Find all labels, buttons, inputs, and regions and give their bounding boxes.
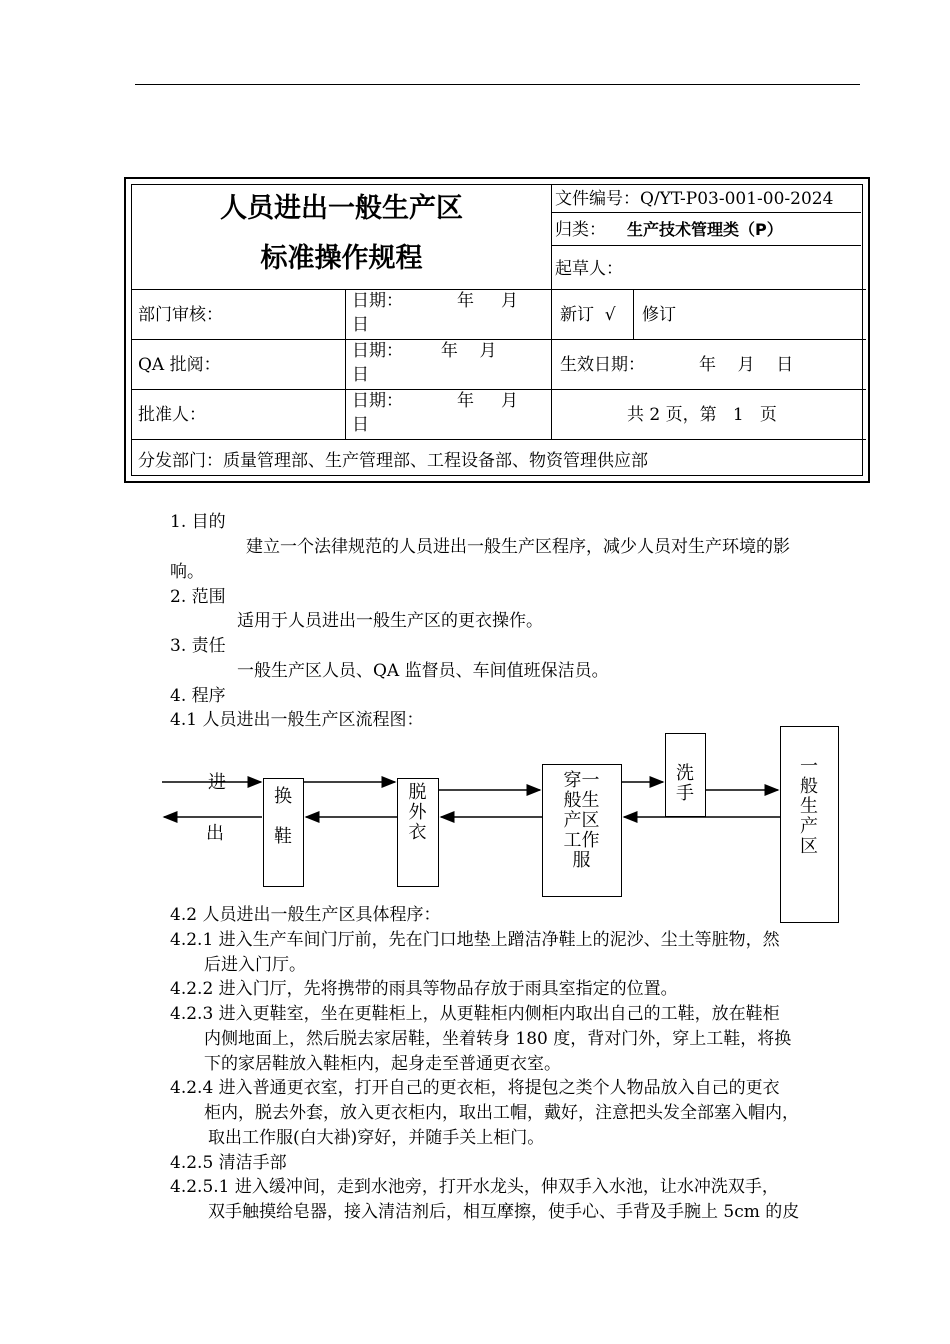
flow-out-label: 出 (206, 823, 224, 844)
section-4-title: 4. 程序 (170, 686, 226, 706)
flow-box-change-shoes: 换 鞋 (263, 778, 304, 887)
doc-title-line2: 标准操作规程 (260, 243, 423, 274)
step-4-2-5: 4.2.5 清洁手部 (170, 1153, 287, 1173)
section-1-text-cont: 响。 (170, 562, 204, 582)
section-3-text: 一般生产区人员、QA 监督员、车间值班保洁员。 (237, 661, 609, 681)
date-row2: 日期： 年 月 (352, 341, 497, 361)
step-4-2-3-cont1: 内侧地面上，然后脱去家居鞋，坐着转身 180 度，背对门外，穿上工鞋，将换 (204, 1029, 792, 1049)
flow-box-remove-coat: 脱 外 衣 (397, 778, 439, 887)
flow-box-wear-uniform: 穿一 般生 产区 工作 服 (542, 764, 622, 897)
distribution: 分发部门：质量管理部、生产管理部、工程设备部、物资管理供应部 (138, 451, 648, 471)
effective-date: 生效日期： 年 月 日 (560, 355, 794, 375)
qa-review-label: QA 批阅： (138, 355, 221, 375)
step-4-2-2: 4.2.2 进入门厅，先将携带的雨具等物品存放于雨具室指定的位置。 (170, 979, 678, 999)
approver-label: 批准人： (138, 405, 206, 425)
doc-title-line1: 人员进出一般生产区 (220, 193, 463, 224)
section-2-title: 2. 范围 (170, 587, 226, 607)
section-4-2: 4.2 人员进出一般生产区具体程序： (170, 905, 441, 925)
section-1-title: 1. 目的 (170, 512, 226, 532)
step-4-2-1-cont: 后进入门厅。 (204, 955, 306, 975)
doc-number: 文件编号：Q/YT-P03-001-00-2024 (555, 189, 834, 209)
section-4-1: 4.1 人员进出一般生产区流程图： (170, 710, 424, 730)
date-row1-day: 日 (352, 315, 369, 335)
revise-label: 修订 (642, 305, 676, 325)
step-4-2-5-1: 4.2.5.1 进入缓冲间，走到水池旁，打开水龙头，伸双手入水池，让水冲洗双手， (170, 1177, 779, 1197)
flow-in-label: 进 (208, 772, 226, 793)
dept-review-label: 部门审核： (138, 305, 223, 325)
date-row3-day: 日 (352, 415, 369, 435)
page-count: 共 2 页，第 1 页 (627, 405, 777, 425)
flow-box-wash-hands: 洗 手 (665, 733, 706, 817)
date-row1: 日期： 年 月 (352, 291, 519, 311)
date-row2-day: 日 (352, 365, 369, 385)
flow-box-production-area: 一 般 生 产 区 (780, 726, 839, 923)
section-1-text: 建立一个法律规范的人员进出一般生产区程序，减少人员对生产环境的影 (246, 537, 790, 557)
section-2-text: 适用于人员进出一般生产区的更衣操作。 (237, 611, 543, 631)
section-3-title: 3. 责任 (170, 636, 226, 656)
date-row3: 日期： 年 月 (352, 391, 519, 411)
category-label: 归类： (555, 220, 606, 240)
drafter-label: 起草人： (555, 259, 623, 279)
step-4-2-1: 4.2.1 进入生产车间门厅前，先在门口地垫上蹭洁净鞋上的泥沙、尘土等脏物，然 (170, 930, 780, 950)
category-value: 生产技术管理类（P） (627, 220, 783, 239)
step-4-2-3: 4.2.3 进入更鞋室，坐在更鞋柜上，从更鞋柜内侧柜内取出自己的工鞋，放在鞋柜 (170, 1004, 780, 1024)
step-4-2-4: 4.2.4 进入普通更衣室，打开自己的更衣柜，将提包之类个人物品放入自己的更衣 (170, 1078, 780, 1098)
new-revision-mark: 新订 √ (560, 305, 616, 325)
step-4-2-3-cont2: 下的家居鞋放入鞋柜内，起身走至普通更衣室。 (204, 1054, 561, 1074)
step-4-2-4-cont1: 柜内，脱去外套，放入更衣柜内，取出工帽，戴好，注意把头发全部塞入帽内， (204, 1103, 799, 1123)
step-4-2-4-cont2: 取出工作服(白大褂)穿好，并随手关上柜门。 (208, 1128, 545, 1148)
step-4-2-5-1-cont: 双手触摸给皂器，接入清洁剂后，相互摩擦，使手心、手背及手腕上 5cm 的皮 (208, 1202, 800, 1222)
